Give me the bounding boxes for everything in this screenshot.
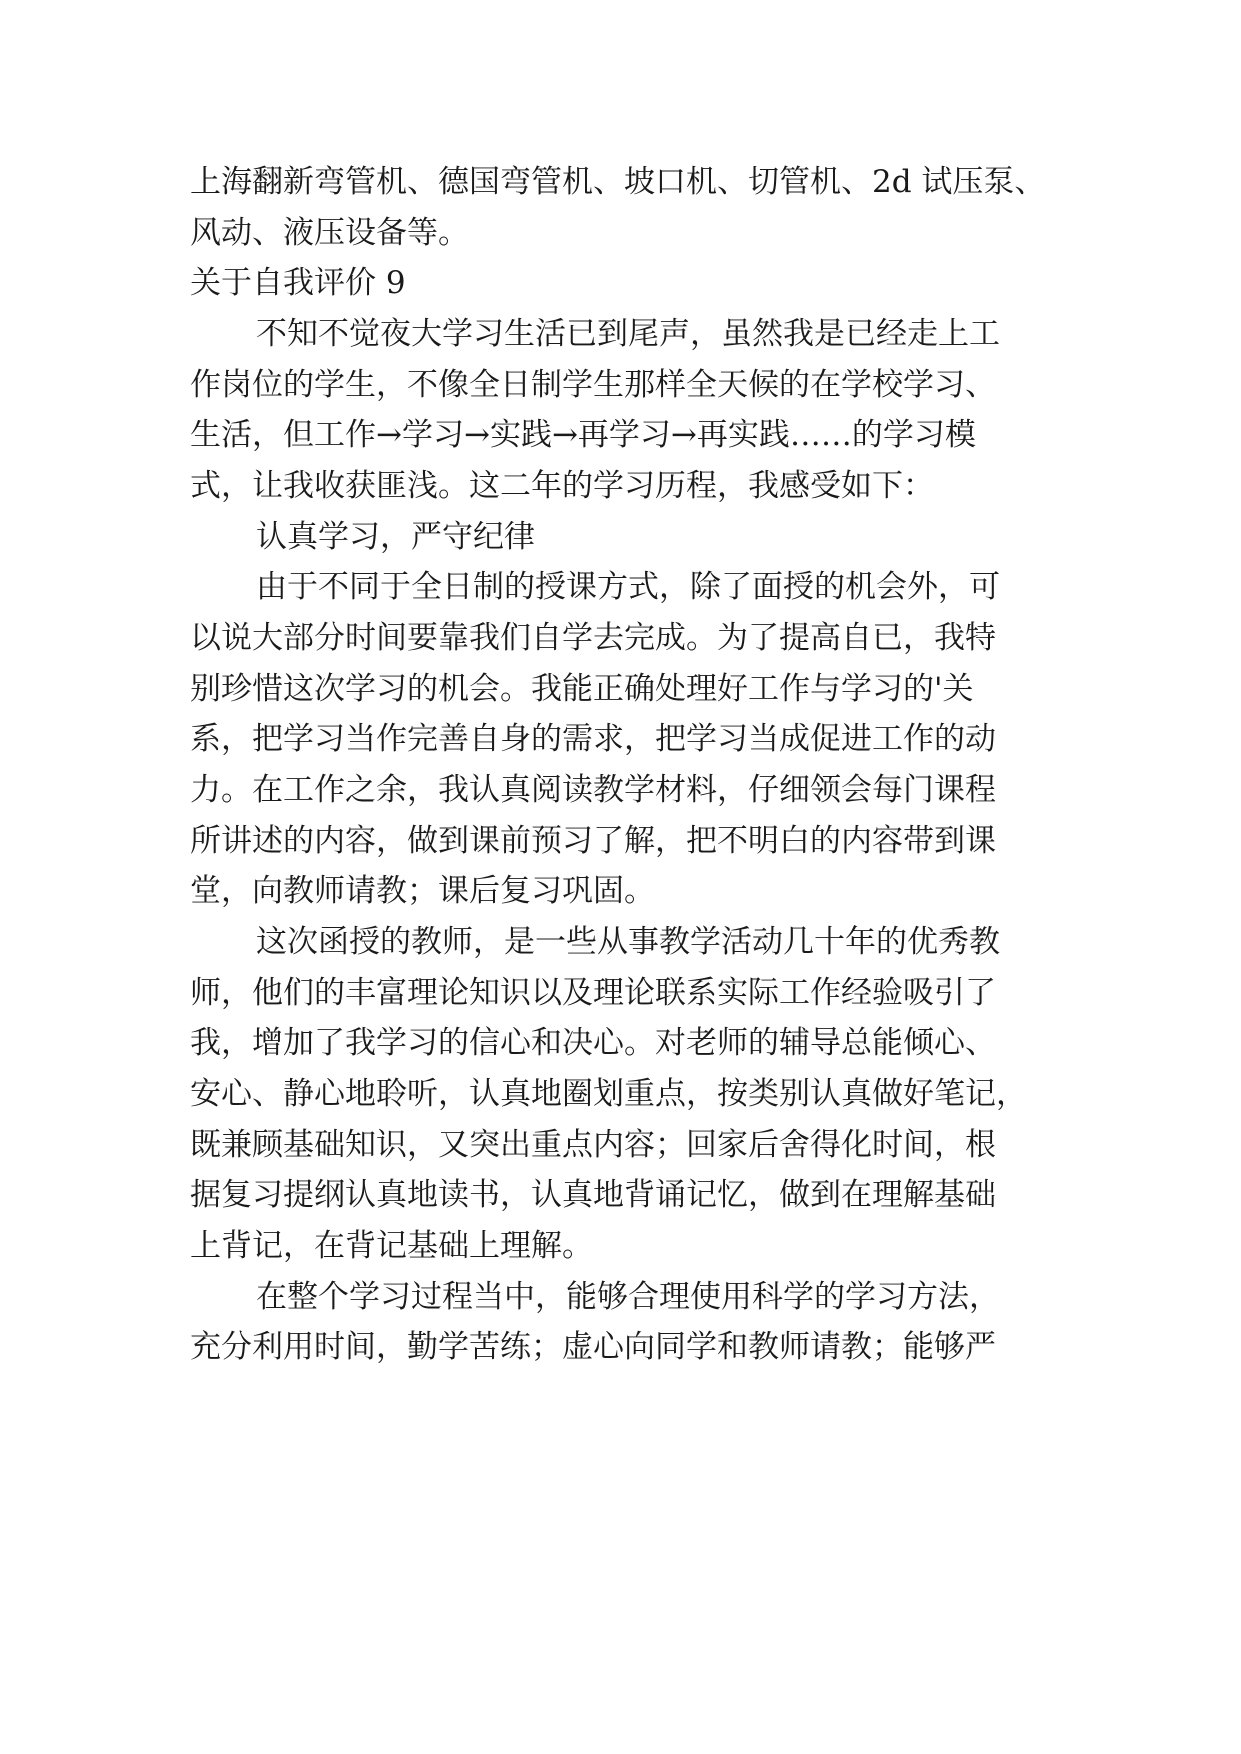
- text-line: 师，他们的丰富理论知识以及理论联系实际工作经验吸引了: [190, 975, 996, 1011]
- text-line: 不知不觉夜大学习生活已到尾声，虽然我是已经走上工: [256, 316, 1000, 352]
- text-line: 系，把学习当作完善自身的需求，把学习当成促进工作的动: [190, 721, 996, 757]
- text-line: 上背记，在背记基础上理解。: [190, 1228, 593, 1264]
- text-line: 作岗位的学生，不像全日制学生那样全天候的在学校学习、: [190, 367, 996, 403]
- text-line: 风动、液压设备等。: [190, 215, 469, 251]
- text-line: 上海翻新弯管机、德国弯管机、坡口机、切管机、2d 试压泵、: [190, 164, 1046, 200]
- text-line: 我，增加了我学习的信心和决心。对老师的辅导总能倾心、: [190, 1025, 996, 1061]
- text-line: 安心、静心地聆听，认真地圈划重点，按类别认真做好笔记，: [190, 1076, 1027, 1112]
- text-line: 所讲述的内容，做到课前预习了解，把不明白的内容带到课: [190, 823, 996, 859]
- text-line: 生活，但工作→学习→实践→再学习→再实践……的学习模: [190, 417, 976, 453]
- text-line: 以说大部分时间要靠我们自学去完成。为了提高自已，我特: [190, 620, 996, 656]
- text-line: 在整个学习过程当中，能够合理使用科学的学习方法，: [256, 1279, 1000, 1315]
- text-line: 力。在工作之余，我认真阅读教学材料，仔细领会每门课程: [190, 772, 996, 808]
- text-line: 式，让我收获匪浅。这二年的学习历程，我感受如下：: [190, 468, 934, 504]
- text-line: 堂，向教师请教；课后复习巩固。: [190, 873, 655, 909]
- text-line: 既兼顾基础知识，又突出重点内容；回家后舍得化时间，根: [190, 1127, 996, 1163]
- text-line: 由于不同于全日制的授课方式，除了面授的机会外，可: [256, 569, 1000, 605]
- text-line: 充分利用时间，勤学苦练；虚心向同学和教师请教；能够严: [190, 1329, 996, 1365]
- subheading: 认真学习，严守纪律: [256, 519, 535, 555]
- text-line: 这次函授的教师，是一些从事教学活动几十年的优秀教: [256, 924, 1000, 960]
- text-line: 别珍惜这次学习的机会。我能正确处理好工作与学习的'关: [190, 671, 974, 707]
- section-heading: 关于自我评价 9: [190, 265, 406, 301]
- text-line: 据复习提纲认真地读书，认真地背诵记忆，做到在理解基础: [190, 1177, 996, 1213]
